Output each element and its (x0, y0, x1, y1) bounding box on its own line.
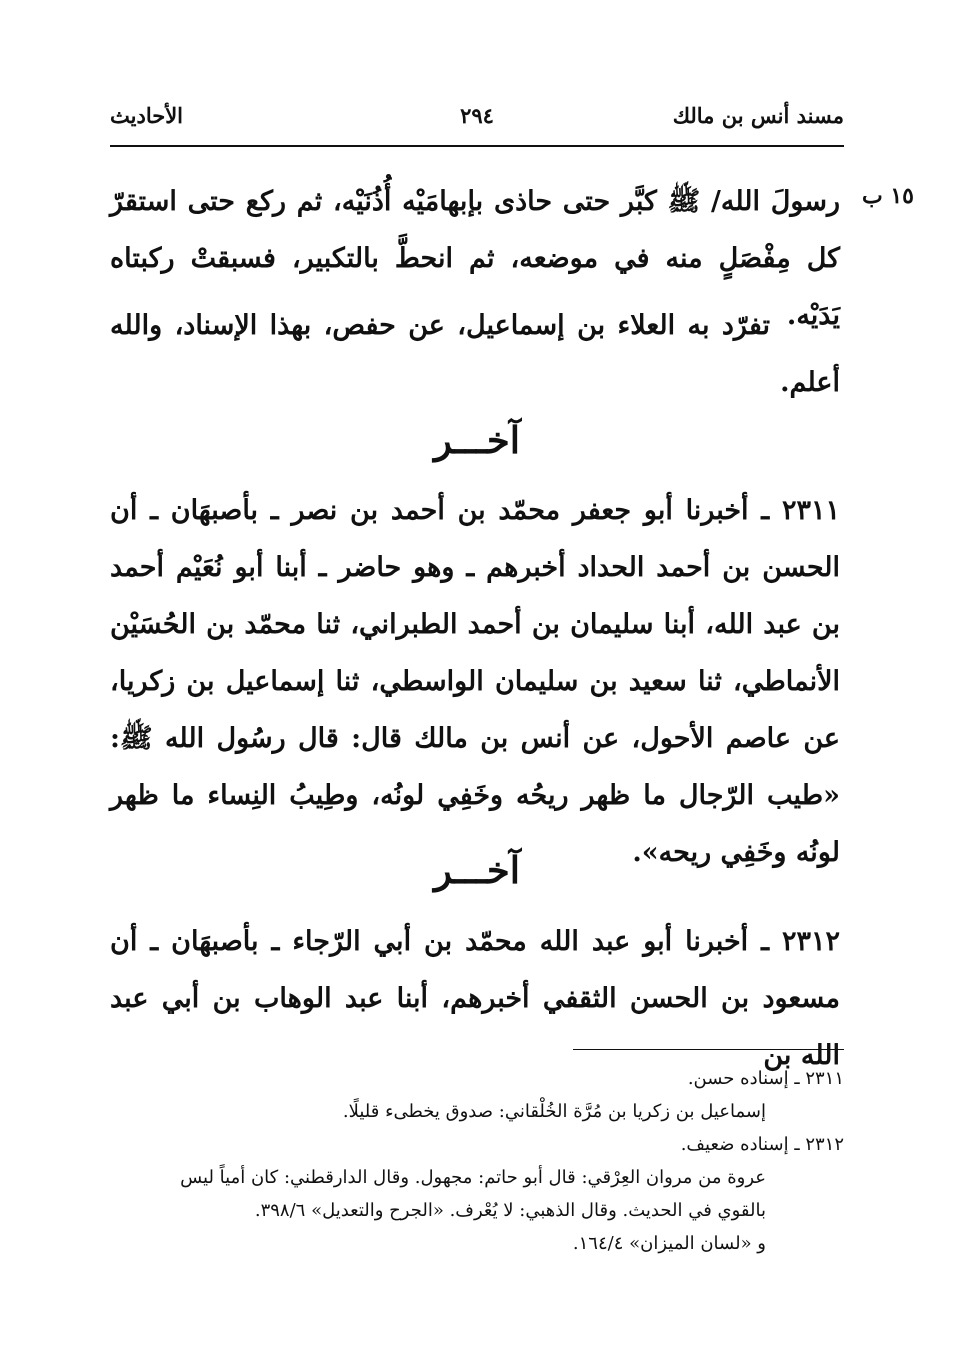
section-heading-1: آخـــر (433, 418, 521, 462)
hadith-2312: ٢٣١٢ ـ أخبرنا أبو عبد الله محمّد بن أبي الرّجاء ـ بأصبهَان ـ أن مسعود بن الحسن الثقفي أخبرهم، أبنا عبد الوهاب بن أبي عبد الله بن (110, 926, 840, 1071)
header-section-title: الأحاديث (110, 103, 184, 128)
header-book-title: مسند أنس بن مالك (672, 103, 844, 128)
running-header (110, 103, 844, 143)
paragraph-continuation: رسولَ الله/ ﷺ كبَّر حتى حاذى بإبهامَيْه أُذُنَيْه، ثم ركع حتى استقرّ كل مِفْصَلٍ منه في موضعه، ثم انحطَّ بالتكبير، فسبقتْ ركبتاه يَدَيْه. (110, 186, 840, 331)
footnote-2311-text: إسماعيل بن زكريا بن مُرَّة الخُلْقاني: صدوق يخطىء قليلًا. (342, 1101, 766, 1122)
footnote-2312-label: ٢٣١٢ ـ إسناده ضعيف. (680, 1134, 844, 1155)
header-divider (110, 145, 844, 147)
manuscript-folio-marker: ١٥ ب (861, 183, 914, 209)
footnote-2312-line-2: بالقوي في الحديث. وقال الذهبي: لا يُعْرف. «الجرح والتعديل» ٣٩٨/٦. (254, 1200, 766, 1221)
footnote-2312-line-1: عروة من مروان العِرْقي: قال أبو حاتم: مجهول. وقال الدارقطني: كان أمياً ليس (180, 1167, 766, 1188)
footnote-2312-line-3: و «لسان الميزان» ١٦٤/٤. (572, 1233, 766, 1254)
footnotes (110, 1062, 844, 1260)
footnote-divider (573, 1049, 844, 1050)
section-heading-2: آخـــر (433, 848, 521, 892)
hadith-2311: ٢٣١١ ـ أخبرنا أبو جعفر محمّد بن أحمد بن نصر ـ بأصبهَان ـ أن الحسن بن أحمد الحداد أخبرهم ـ وهو حاضر ـ أبنا أبو نُعَيْم أحمد بن عبد الله، أبنا سليمان بن أحمد الطبراني، ثنا محمّد بن الحُسَيْن الأنماطي، ثنا سعيد بن سليمان الواسطي، ثنا إسماعيل بن زكريا، عن عاصم الأحول، عن أنس بن مالك قال: قال رسُول الله ﷺ: «طيب الرّجال ما ظهر ريحُه وخَفِي لونُه، وطِيبُ النِساء ما ظهر لونُه وخَفِي ريحه». (110, 495, 840, 868)
footnote-2311-label: ٢٣١١ ـ إسناده حسن. (687, 1068, 844, 1089)
paragraph-remark: تفرّد به العلاء بن إسماعيل، عن حفص، بهذا الإسناد، والله أعلم. (110, 310, 840, 398)
page-number: ٢٩٤ (460, 103, 494, 128)
